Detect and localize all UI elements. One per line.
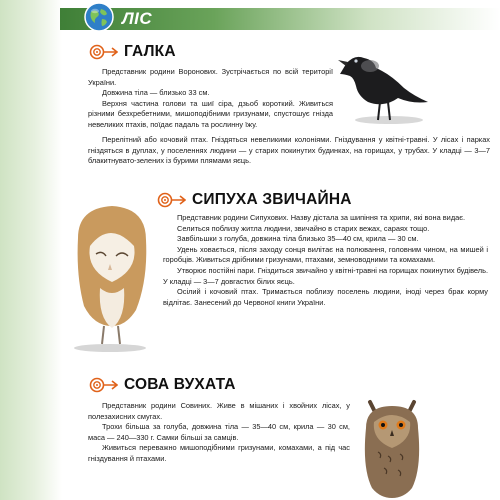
section-title: ГАЛКА xyxy=(124,43,176,60)
globe-icon xyxy=(84,2,114,32)
paragraph: Трохи більша за голуба, довжина тіла — 35—40 см, крила — 30 см, маса — 240—330 г. Самки більші за самців. xyxy=(88,422,350,442)
section-title: СОВА ВУХАТА xyxy=(124,376,236,393)
paragraph: Довжина тіла — близько 33 см. xyxy=(102,88,210,98)
long-eared-owl-photo xyxy=(356,392,428,498)
paragraph: Представник родини Воронових. Зустрічається по всій території України. xyxy=(88,67,333,87)
bird-section-icon xyxy=(88,377,118,393)
paragraph: Перелітний або кочовий птах. Гніздяться невеликими колоніями. Гніздування у квітні-травні. У лісах і парках гніздяться в дуплах, у поселеннях людини — у старих покинутих будинках, на горищах, у трубах. У кладці — 3—7 блакитнувато-зелених із бурими плямами яєць. xyxy=(88,135,490,166)
section-text-sypukha xyxy=(163,213,488,308)
section-title: СИПУХА ЗВИЧАЙНА xyxy=(192,191,352,208)
section-text-galka-cont xyxy=(88,135,490,167)
section-text-sova xyxy=(88,401,350,465)
paragraph: Живиться переважно мишоподібними гризунами, комахами, а під час гніздування й птахами. xyxy=(88,443,350,463)
section-heading-sova xyxy=(88,375,236,395)
paragraph: Представник родини Совиних. Живе в мішаних і хвойних лісах, у полезахисних смугах. xyxy=(88,401,350,421)
page-title: ЛІС xyxy=(122,9,153,28)
barn-owl-photo xyxy=(60,198,160,354)
paragraph: Селиться поблизу житла людини, звичайно в старих вежах, сараях тощо. xyxy=(177,223,430,233)
left-decor-strip xyxy=(0,0,62,500)
jackdaw-photo xyxy=(334,44,434,126)
bird-section-icon xyxy=(88,44,118,60)
paragraph: Верхня частина голови та шиї сіра, дзьоб короткий. Живиться різними безхребетними, мишоподібними гризунами, спустошує гнізда невеликих птахів, поїдає падаль та рослинну їжу. xyxy=(88,98,333,129)
section-heading-sypukha xyxy=(156,190,352,210)
paragraph: Утворює постійні пари. Гніздиться звичайно у квітні-травні на горищах покинутих будівель. У кладці — 3—7 довгастих білих яєць. xyxy=(163,265,488,286)
paragraph: Осілий і кочовий птах. Тримається поблизу поселень людини, іноді через брак корму відлітає. Занесений до Червоної книги України. xyxy=(163,287,488,307)
bird-section-icon xyxy=(156,192,186,208)
page-header xyxy=(0,0,500,36)
section-text-galka xyxy=(88,67,333,131)
section-heading-galka xyxy=(88,42,176,62)
paragraph: Представник родини Сипухових. Назву дістала за шипіння та хрипи, які вона видає. xyxy=(177,213,466,222)
paragraph: Завбільшки з голуба, довжина тіла близько 35—40 см, крила — 30 см. xyxy=(177,234,419,244)
paragraph: Удень ховається, після заходу сонця вилітає на полювання, головним чином, на мишей і горобців. Живиться дрібними гризунами, птахами, земноводними та комахами. xyxy=(163,244,488,265)
